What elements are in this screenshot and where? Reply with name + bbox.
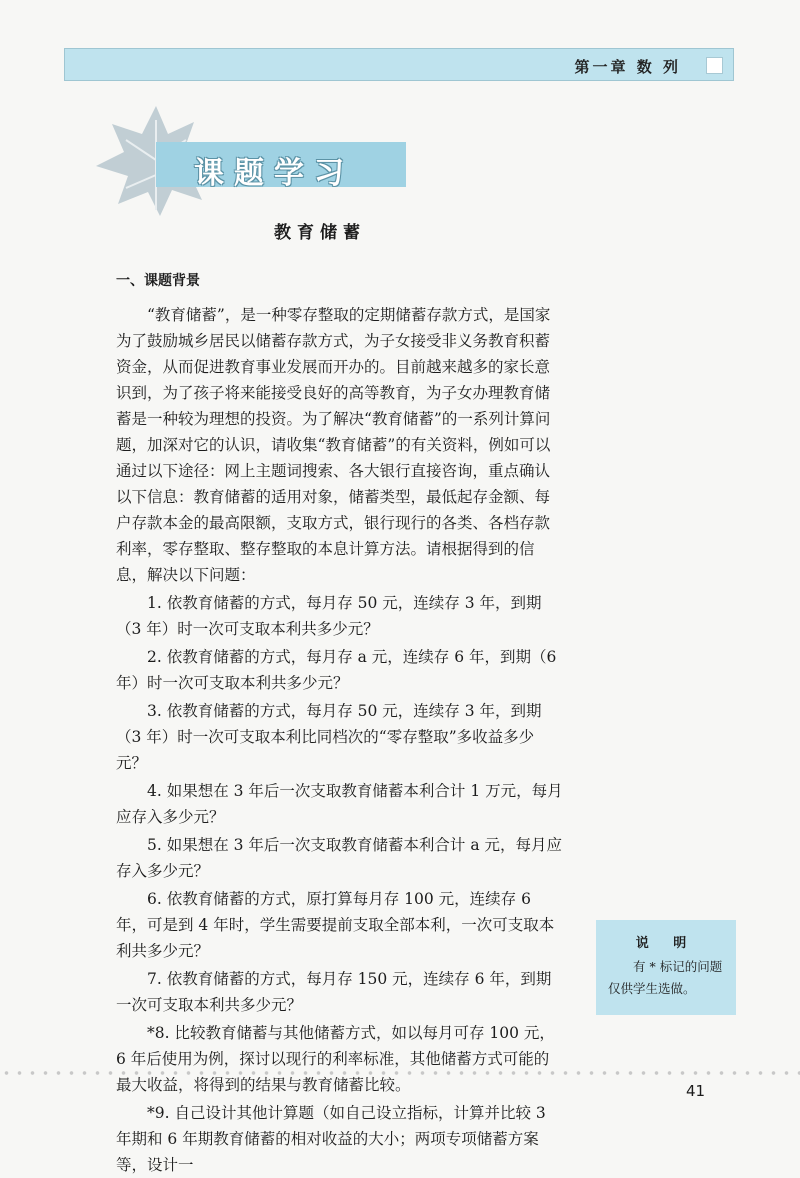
question-3: 3. 依教育储蓄的方式，每月存 50 元，连续存 3 年，到期（3 年）时一次可支取本利比同档次的“零存整取”多收益多少元？ xyxy=(116,702,542,772)
topic-banner xyxy=(86,100,416,220)
question-8: *8. 比较教育储蓄与其他储蓄方式，如以每月可存 100 元，6 年后使用为例，探讨以现行的利率标准，其他储蓄方式可能的最大收益，将得到的结果与教育储蓄比较。 xyxy=(116,1024,555,1094)
chapter-title: 第一章 数 列 xyxy=(574,58,681,76)
note-box xyxy=(596,920,736,1015)
question-2: 2. 依教育储蓄的方式，每月存 a 元，连续存 6 年，到期（6 年）时一次可支取本利共多少元？ xyxy=(116,648,557,692)
question-5: 5. 如果想在 3 年后一次支取教育储蓄本利合计 a 元，每月应存入多少元？ xyxy=(116,836,563,880)
chapter-header-bar xyxy=(64,48,734,81)
article-body xyxy=(116,302,564,1178)
question-9: *9. 自己设计其他计算题（如自己设立指标，计算并比较 3 年期和 6 年期教育储蓄的相对收益的大小；两项专项储蓄方案等，设计一 xyxy=(116,1104,546,1174)
banner-title: 课题学习 xyxy=(194,156,354,191)
section-heading: 一、课题背景 xyxy=(116,273,200,289)
page-number: 41 xyxy=(686,1082,706,1100)
question-6: 6. 依教育储蓄的方式，原打算每月存 100 元，连续存 6 年，可是到 4 年时，学生需要提前支取全部本利，一次可支取本利共多少元？ xyxy=(116,890,555,960)
footer-dotted-rule xyxy=(0,1070,800,1076)
note-text: 有 * 标记的问题仅供学生选做。 xyxy=(608,959,723,996)
question-1: 1. 依教育储蓄的方式，每月存 50 元，连续存 3 年，到期（3 年）时一次可支取本利共多少元？ xyxy=(116,594,542,638)
intro-paragraph: “教育储蓄”，是一种零存整取的定期储蓄存款方式，是国家为了鼓励城乡居民以储蓄存款方式，为子女接受非义务教育积蓄资金，从而促进教育事业发展而开办的。目前越来越多的家长意识到，为了孩子将来能接受良好的高等教育，为子女办理教育储蓄是一种较为理想的投资。为了解决“教育储蓄”的一系列计算问题，加深对它的认识，请收集“教育储蓄”的有关资料，例如可以通过以下途径：网上主题词搜索、各大银行直接咨询，重点确认以下信息：教育储蓄的适用对象，储蓄类型，最低起存金额、每户存款本金的最高限额，支取方式，银行现行的各类、各档存款利率，零存整取、整存整取的本息计算方法。请根据得到的信息，解决以下问题： xyxy=(116,306,551,584)
question-7: 7. 依教育储蓄的方式，每月存 150 元，连续存 6 年，到期一次可支取本利共多少元？ xyxy=(116,970,552,1014)
article-title: 教育储蓄 xyxy=(274,223,366,243)
question-4: 4. 如果想在 3 年后一次支取教育储蓄本利合计 1 万元，每月应存入多少元？ xyxy=(116,782,563,826)
header-square-icon xyxy=(706,57,723,74)
note-title: 说 明 xyxy=(635,936,697,951)
